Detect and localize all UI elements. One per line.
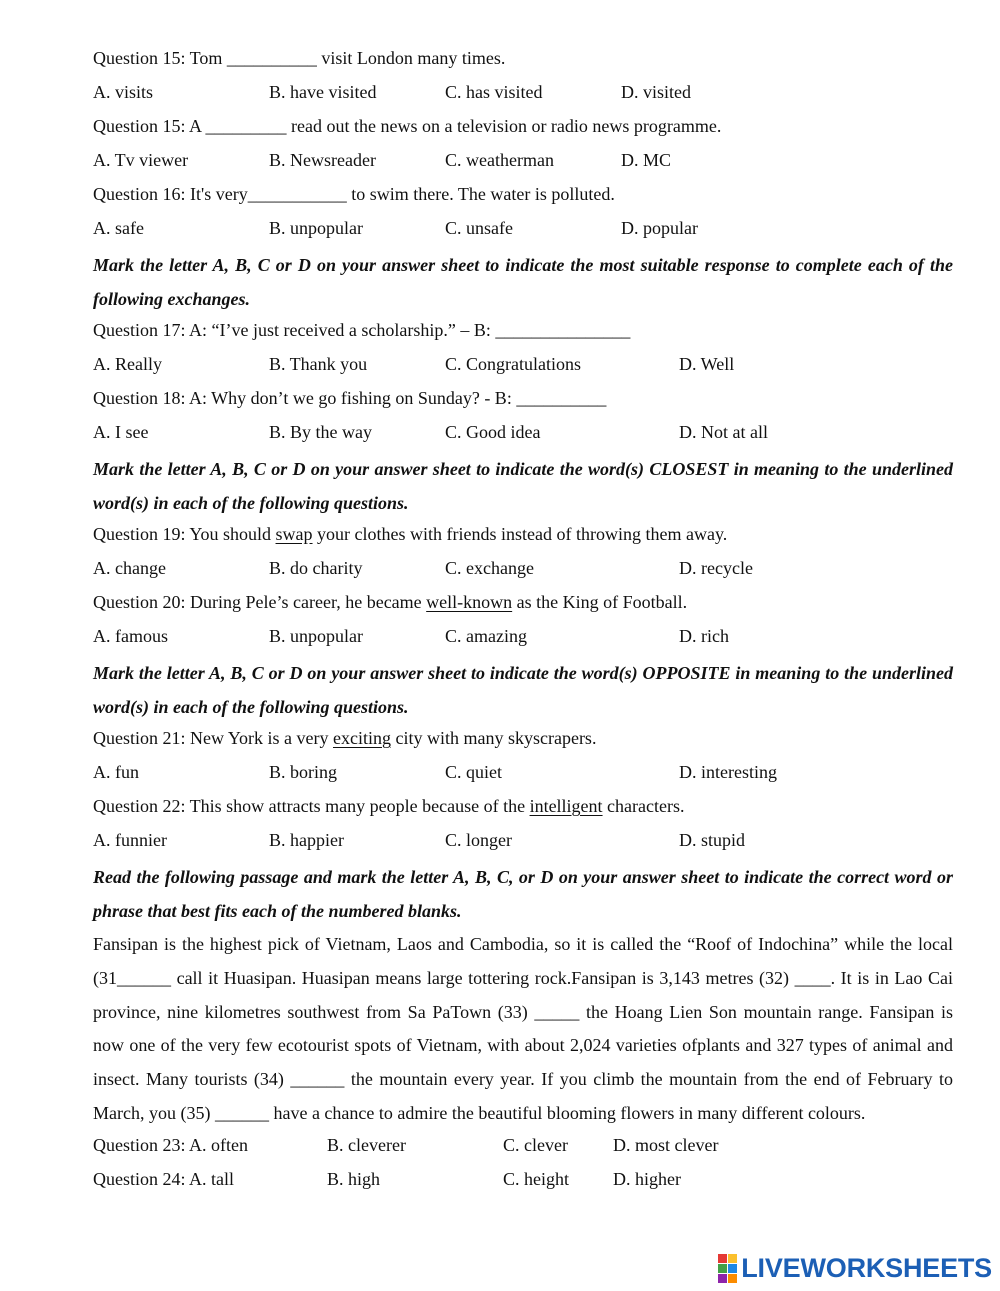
logo-square [728, 1254, 737, 1263]
liveworksheets-logo-icon [718, 1254, 737, 1283]
logo-square [718, 1254, 727, 1263]
logo-square [718, 1274, 727, 1283]
option-b[interactable]: B. Newsreader [269, 150, 376, 170]
option-b[interactable]: B. Thank you [269, 354, 368, 374]
question-19: Question 19: You should swap your clothes with friends instead of throwing them away. [93, 524, 728, 544]
option-a[interactable]: A. funnier [93, 830, 167, 850]
option-a[interactable]: A. famous [93, 626, 168, 646]
question-18: Question 18: A: Why don’t we go fishing on Sunday? - B: __________ [93, 388, 607, 408]
option-c[interactable]: C. weatherman [445, 150, 554, 170]
option-c[interactable]: C. unsafe [445, 218, 513, 238]
option-d[interactable]: D. most clever [613, 1134, 719, 1155]
question-16: Question 16: It's very___________ to swim there. The water is polluted. [93, 184, 615, 204]
option-b[interactable]: B. high [327, 1168, 381, 1189]
option-b[interactable]: B. boring [269, 762, 338, 782]
option-c[interactable]: C. height [503, 1168, 569, 1189]
question-20: Question 20: During Pele’s career, he became well-known as the King of Football. [93, 592, 688, 612]
option-d[interactable]: D. recycle [679, 558, 753, 578]
option-b[interactable]: B. unpopular [269, 218, 363, 238]
options-19 [93, 554, 953, 588]
logo-text: LIVEWORKSHEETS [741, 1252, 992, 1283]
option-b[interactable]: B. have visited [269, 82, 377, 102]
option-d[interactable]: D. interesting [679, 762, 777, 782]
options-15a [93, 78, 953, 112]
options-24 [93, 1165, 953, 1199]
question-21: Question 21: New York is a very exciting city with many skyscrapers. [93, 728, 597, 748]
option-d[interactable]: D. higher [613, 1168, 681, 1189]
option-d[interactable]: D. stupid [679, 830, 746, 850]
option-d[interactable]: D. Not at all [679, 422, 768, 442]
option-c[interactable]: C. clever [503, 1134, 568, 1155]
option-b[interactable]: B. happier [269, 830, 344, 850]
option-a[interactable]: Question 24: A. tall [93, 1168, 234, 1189]
instruction-exchanges: Mark the letter A, B, C or D on your answer sheet to indicate the most suitable response to complete each of the following exchanges. [93, 255, 953, 309]
reading-passage: Fansipan is the highest pick of Vietnam, Laos and Cambodia, so it is called the “Roof of Indochina” while the local (31______ call it Huasipan. Huasipan means large tottering rock.Fansipan is 3,143 metres (32) ____. It is in Lao Cai province, nine kilometres southwest from Sa PaTown (33) _____ the Hoang Lien Son mountain range. Fansipan is now one of the very few ecotourist spots of Vietnam, with about 2,024 varieties ofplants and 327 types of animal and insect. Many tourists (34) ______ the mountain every year. If you climb the mountain from the end of February to March, you (35) ______ have a chance to admire the beautiful blooming flowers in many different colours. [93, 934, 953, 1123]
question-15a: Question 15: Tom __________ visit London many times. [93, 48, 506, 68]
option-b[interactable]: B. By the way [269, 422, 372, 442]
option-c[interactable]: C. longer [445, 830, 512, 850]
option-d[interactable]: D. Well [679, 354, 735, 374]
option-c[interactable]: C. Good idea [445, 422, 541, 442]
options-21 [93, 758, 953, 792]
logo-square [718, 1264, 727, 1273]
option-a[interactable]: Question 23: A. often [93, 1134, 248, 1155]
question-22: Question 22: This show attracts many people because of the intelligent characters. [93, 796, 685, 816]
question-15b: Question 15: A _________ read out the news on a television or radio news programme. [93, 116, 722, 136]
option-a[interactable]: A. I see [93, 422, 149, 442]
options-20 [93, 622, 953, 656]
underlined-word: well-known [426, 592, 513, 612]
underlined-word: swap [275, 524, 313, 544]
question-17: Question 17: A: “I’ve just received a scholarship.” – B: _______________ [93, 320, 631, 340]
instruction-opposite: Mark the letter A, B, C or D on your answer sheet to indicate the word(s) OPPOSITE in meaning to the underlined word(s) in each of the following questions. [93, 663, 953, 717]
options-22 [93, 826, 953, 860]
option-c[interactable]: C. Congratulations [445, 354, 581, 374]
option-b[interactable]: B. unpopular [269, 626, 363, 646]
option-c[interactable]: C. has visited [445, 82, 543, 102]
option-b[interactable]: B. cleverer [327, 1134, 406, 1155]
options-18 [93, 418, 953, 452]
option-a[interactable]: A. fun [93, 762, 139, 782]
logo-square [728, 1264, 737, 1273]
option-d[interactable]: D. popular [621, 218, 698, 238]
option-d[interactable]: D. rich [679, 626, 729, 646]
options-15b [93, 146, 953, 180]
worksheet-page [93, 44, 953, 1199]
underlined-word: intelligent [529, 796, 603, 816]
option-b[interactable]: B. do charity [269, 558, 363, 578]
option-a[interactable]: A. Really [93, 354, 162, 374]
logo-square [728, 1274, 737, 1283]
option-c[interactable]: C. exchange [445, 558, 534, 578]
option-a[interactable]: A. Tv viewer [93, 150, 189, 170]
options-23 [93, 1131, 953, 1165]
option-a[interactable]: A. safe [93, 218, 144, 238]
options-16 [93, 214, 953, 248]
underlined-word: exciting [333, 728, 391, 748]
option-a[interactable]: A. visits [93, 82, 154, 102]
option-c[interactable]: C. quiet [445, 762, 502, 782]
instruction-passage: Read the following passage and mark the letter A, B, C, or D on your answer sheet to indicate the correct word or phrase that best fits each of the numbered blanks. [93, 867, 953, 921]
option-a[interactable]: A. change [93, 558, 166, 578]
option-d[interactable]: D. MC [621, 150, 672, 170]
options-17 [93, 350, 953, 384]
option-c[interactable]: C. amazing [445, 626, 527, 646]
option-d[interactable]: D. visited [621, 82, 691, 102]
liveworksheets-logo[interactable] [718, 1253, 992, 1283]
instruction-closest: Mark the letter A, B, C or D on your answer sheet to indicate the word(s) CLOSEST in meaning to the underlined word(s) in each of the following questions. [93, 459, 953, 513]
